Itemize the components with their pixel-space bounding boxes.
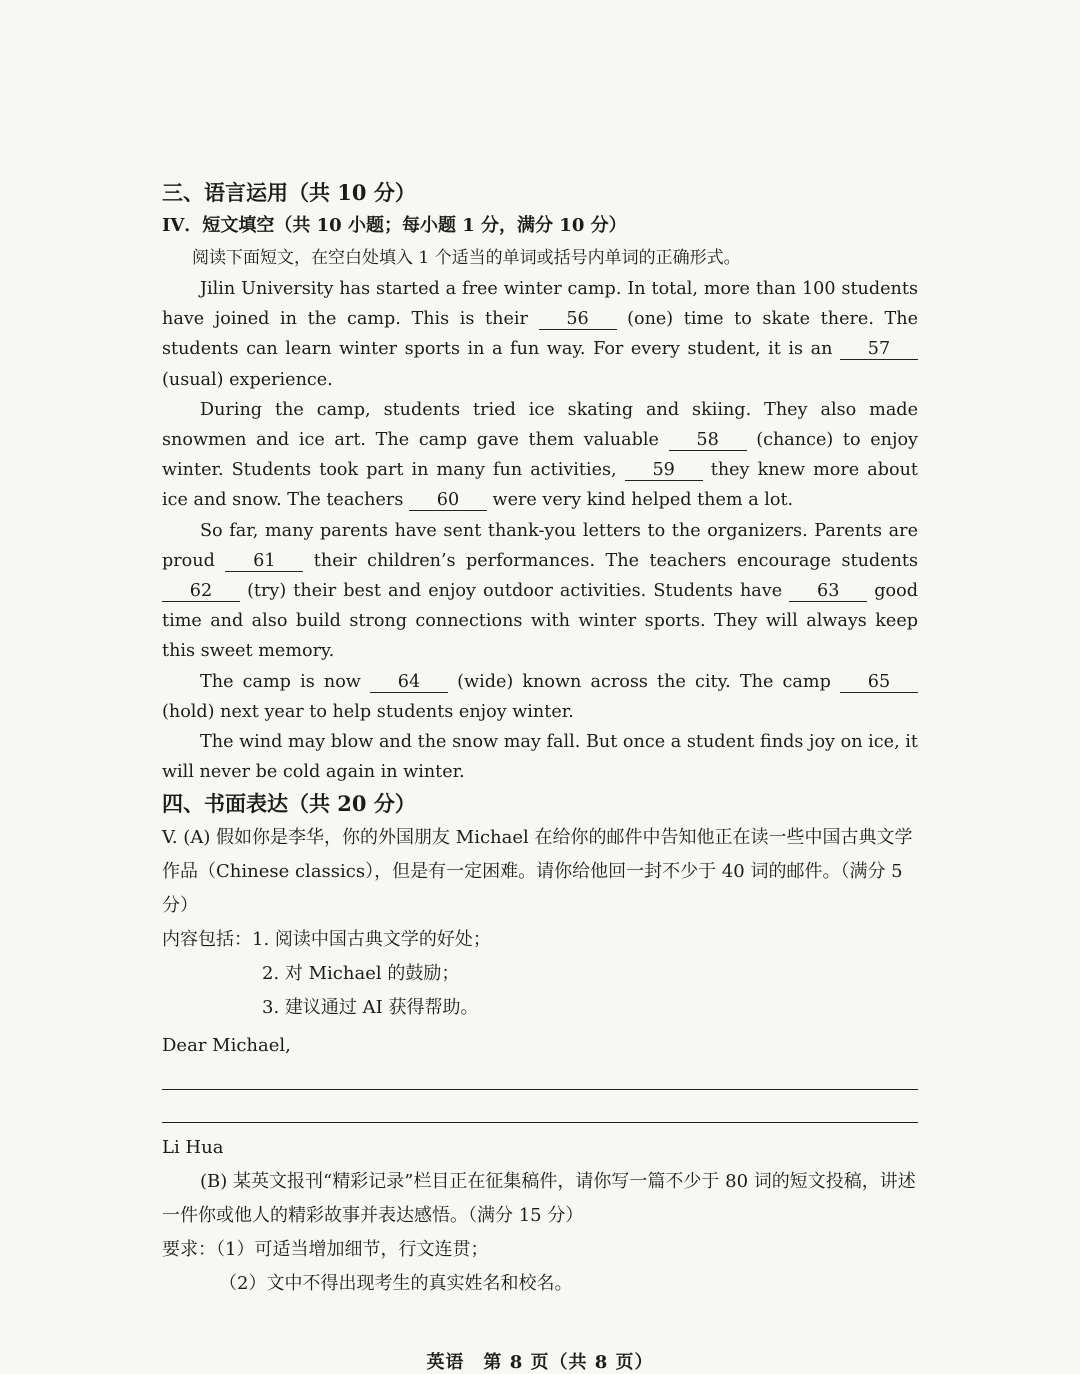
text-segment: Jilin University has started a free winter camp. In total, more than 100 students have joined in the camp. This is their <box>162 279 918 330</box>
page-footer: 英语 第 8 页（共 8 页） <box>426 1352 654 1373</box>
writing-a-prompt: V. (A) 假如你是李华，你的外国朋友 Michael 在给你的邮件中告知他正在读一些中国古典文学作品（Chinese classics），但是有一定困难。请你给他回一封不少于 40 词的邮件。（满分 5 分） <box>162 827 913 917</box>
text-segment: So far, many parents have sent thank-you letters to the organizers. Parents are proud <box>162 520 918 571</box>
text-segment: (try) their best and enjoy outdoor activities. Students have <box>240 581 790 602</box>
blank-56: 56 <box>539 309 617 330</box>
text-segment: were very kind helped them a lot. <box>486 490 794 511</box>
text-segment: (one) time to skate there. The students can learn winter sports in a fun way. For every student, it is an <box>162 309 918 360</box>
section-3-title: 三、语言运用（共 10 分） <box>162 180 416 205</box>
text-segment: (chance) to enjoy winter. Students took part in many fun activities, <box>162 430 918 481</box>
passage-paragraph-4 <box>162 667 918 727</box>
blank-63: 63 <box>789 581 867 602</box>
answer-line <box>162 1122 918 1123</box>
passage-paragraph-2 <box>162 395 918 516</box>
blank-57: 57 <box>840 339 918 360</box>
blank-60: 60 <box>409 490 487 511</box>
text-segment: good time and also build strong connections with winter sports. They will always keep this sweet memory. <box>162 581 918 662</box>
writing-b-prompt: (B) 某英文报刊“精彩记录”栏目正在征集稿件，请你写一篇不少于 80 词的短文投稿，讲述一件你或他人的精彩故事并表达感悟。（满分 15 分） <box>162 1171 916 1227</box>
blank-65: 65 <box>840 672 918 693</box>
passage-paragraph-3 <box>162 516 918 667</box>
passage-paragraph-5: The wind may blow and the snow may fall. But once a student finds joy on ice, it will never be cold again in winter. <box>162 732 918 783</box>
requirement-2: （2）文中不得出现考生的真实姓名和校名。 <box>219 1273 573 1295</box>
blank-59: 59 <box>625 460 703 481</box>
text-segment: (hold) next year to help students enjoy winter. <box>162 701 574 722</box>
content-label: 内容包括：1. 阅读中国古典文学的好处； <box>162 929 491 951</box>
content-item-3: 3. 建议通过 AI 获得帮助。 <box>262 997 479 1019</box>
section-4-title: 四、书面表达（共 20 分） <box>162 791 416 817</box>
text-segment: their children’s performances. The teachers encourage students <box>303 550 919 571</box>
content-item-2: 2. 对 Michael 的鼓励； <box>262 963 460 985</box>
page-content <box>162 176 918 1301</box>
passage-paragraph-1 <box>162 274 918 395</box>
text-segment: During the camp, students tried ice skating and skiing. They also made snowmen and ice art. The camp gave them valuable <box>162 399 918 451</box>
letter-signature: Li Hua <box>162 1137 224 1159</box>
answer-line <box>162 1089 918 1090</box>
blank-61: 61 <box>225 551 303 572</box>
instruction: 阅读下面短文，在空白处填入 1 个适当的单词或括号内单词的正确形式。 <box>192 248 741 268</box>
blank-58: 58 <box>669 430 747 451</box>
blank-62: 62 <box>162 581 240 602</box>
blank-64: 64 <box>370 672 448 693</box>
text-segment: they knew more about ice and snow. The teachers <box>162 460 918 511</box>
text-segment: (wide) known across the city. The camp <box>448 671 840 692</box>
text-segment: The camp is now <box>200 671 370 692</box>
requirement-1: 要求：（1）可适当增加细节，行文连贯； <box>162 1239 489 1261</box>
part-4-title: IV．短文填空（共 10 小题；每小题 1 分，满分 10 分） <box>162 215 627 236</box>
letter-greeting: Dear Michael, <box>162 1035 291 1057</box>
text-segment: (usual) experience. <box>162 369 333 390</box>
